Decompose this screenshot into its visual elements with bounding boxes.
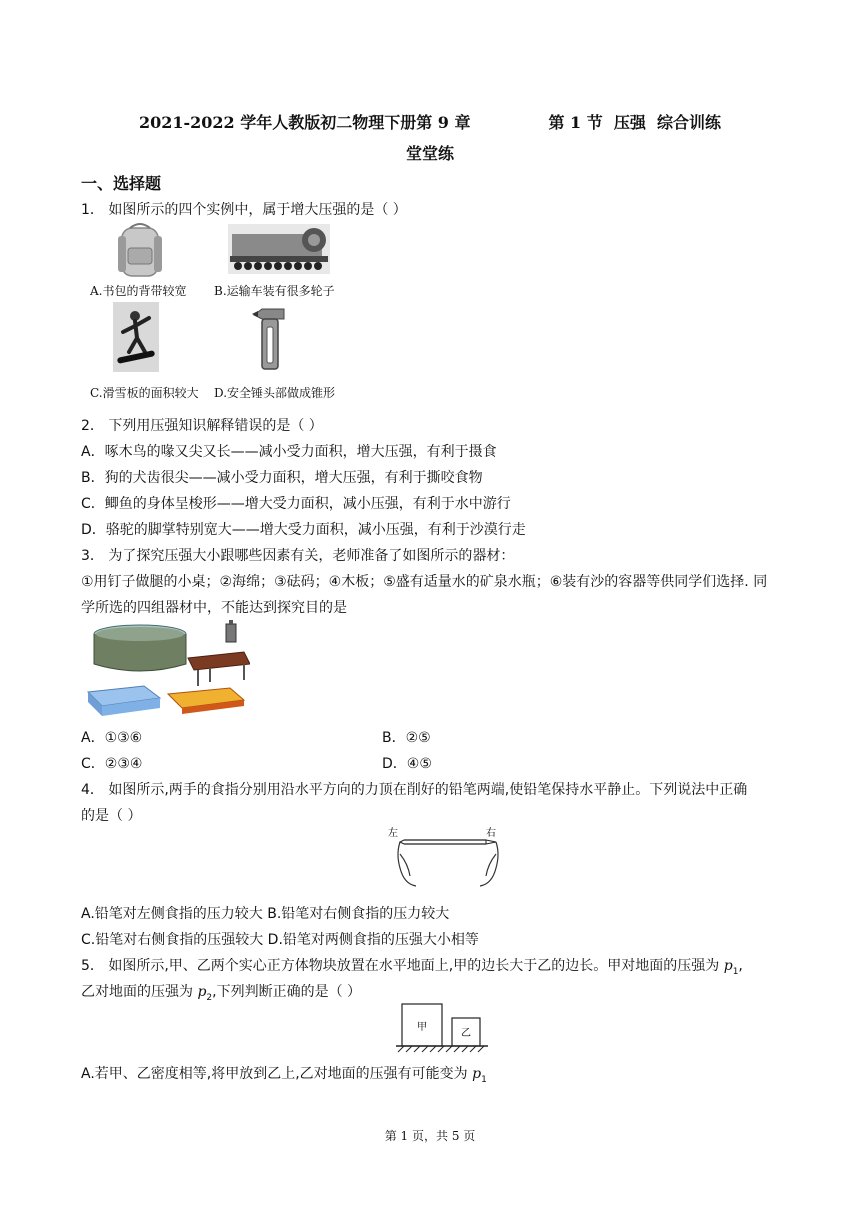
q2-option-d: D．骆驼的脚掌特别宽大——增大受力面积，减小压强，有利于沙漠行走 <box>81 522 526 538</box>
q1-caption-d: D.安全锤头部做成锥形 <box>214 386 336 400</box>
q4-options-cd: C.铅笔对右侧食指的压强较大 D.铅笔对两侧食指的压强大小相等 <box>81 932 479 948</box>
pencil-fingers-figure <box>386 824 510 890</box>
safety-hammer-image <box>250 305 290 373</box>
q1-stem: 1． 如图所示的四个实例中，属于增大压强的是（ ） <box>81 202 407 218</box>
q4-stem: 4． 如图所示,两手的食指分别用沿水平方向的力顶在削好的铅笔两端,使铅笔保持水平静止。下列说法中正确 <box>81 782 748 798</box>
q5-option-a: A.若甲、乙密度相等,将甲放到乙上,乙对地面的压强有可能变为 $p_1$ <box>81 1066 487 1085</box>
left-label: 左 <box>388 828 398 839</box>
backpack-image <box>110 222 170 280</box>
experiment-equipment-image <box>84 620 250 720</box>
q3-option-b: B．②⑤ <box>382 730 431 746</box>
cube-jia-label: 甲 <box>417 1022 427 1033</box>
right-label: 右 <box>486 828 496 839</box>
q4-options-ab: A.铅笔对左侧食指的压力较大 B.铅笔对右侧食指的压力较大 <box>81 906 450 922</box>
q2-option-b: B．狗的犬齿很尖——减小受力面积，增大压强，有利于撕咬食物 <box>81 470 483 486</box>
cube-yi-label: 乙 <box>461 1028 471 1039</box>
document-title-line2: 堂堂练 <box>405 144 454 163</box>
q4-stem-line2: 的是（ ） <box>81 808 142 824</box>
q2-option-c: C．鲫鱼的身体呈梭形——增大受力面积，减小压强，有利于水中游行 <box>81 496 511 512</box>
q1-caption-a: A.书包的背带较宽 <box>90 284 187 298</box>
q5-stem-line2: 乙对地面的压强为 $p_2$,下列判断正确的是（ ） <box>81 984 362 1003</box>
q3-option-d: D．④⑤ <box>382 756 432 772</box>
q3-option-c: C．②③④ <box>81 756 143 772</box>
snowboarder-image <box>113 302 159 372</box>
q3-stem: 3． 为了探究压强大小跟哪些因素有关，老师准备了如图所示的器材： <box>81 548 515 564</box>
q3-option-a: A．①③⑥ <box>81 730 143 746</box>
section-heading: 一、选择题 <box>81 174 162 193</box>
q2-option-a: A．啄木鸟的喙又尖又长——减小受力面积，增大压强，有利于摄食 <box>81 444 497 460</box>
document-title-line1: 2021-2022 学年人教版初二物理下册第 9 章 第 1 节 压强 综合训练 <box>138 113 722 132</box>
q3-stem-line3: 学所选的四组器材中，不能达到探究目的是 <box>81 600 347 616</box>
page-footer: 第 1 页，共 5 页 <box>384 1129 476 1143</box>
q1-caption-b: B.运输车装有很多轮子 <box>214 284 335 298</box>
q2-stem: 2． 下列用压强知识解释错误的是（ ） <box>81 418 323 434</box>
q5-stem: 5． 如图所示,甲、乙两个实心正方体物块放置在水平地面上,甲的边长大于乙的边长。甲对地面的压强为 $p_1$, <box>81 958 743 977</box>
q1-caption-c: C.滑雪板的面积较大 <box>90 386 199 400</box>
cubes-figure <box>394 1002 490 1054</box>
q3-stem-line2: ①用钉子做腿的小桌；②海绵；③砝码；④木板；⑤盛有适量水的矿泉水瓶；⑥装有沙的容器等供同学们选择. 同 <box>81 574 768 590</box>
transport-truck-image <box>228 224 330 274</box>
